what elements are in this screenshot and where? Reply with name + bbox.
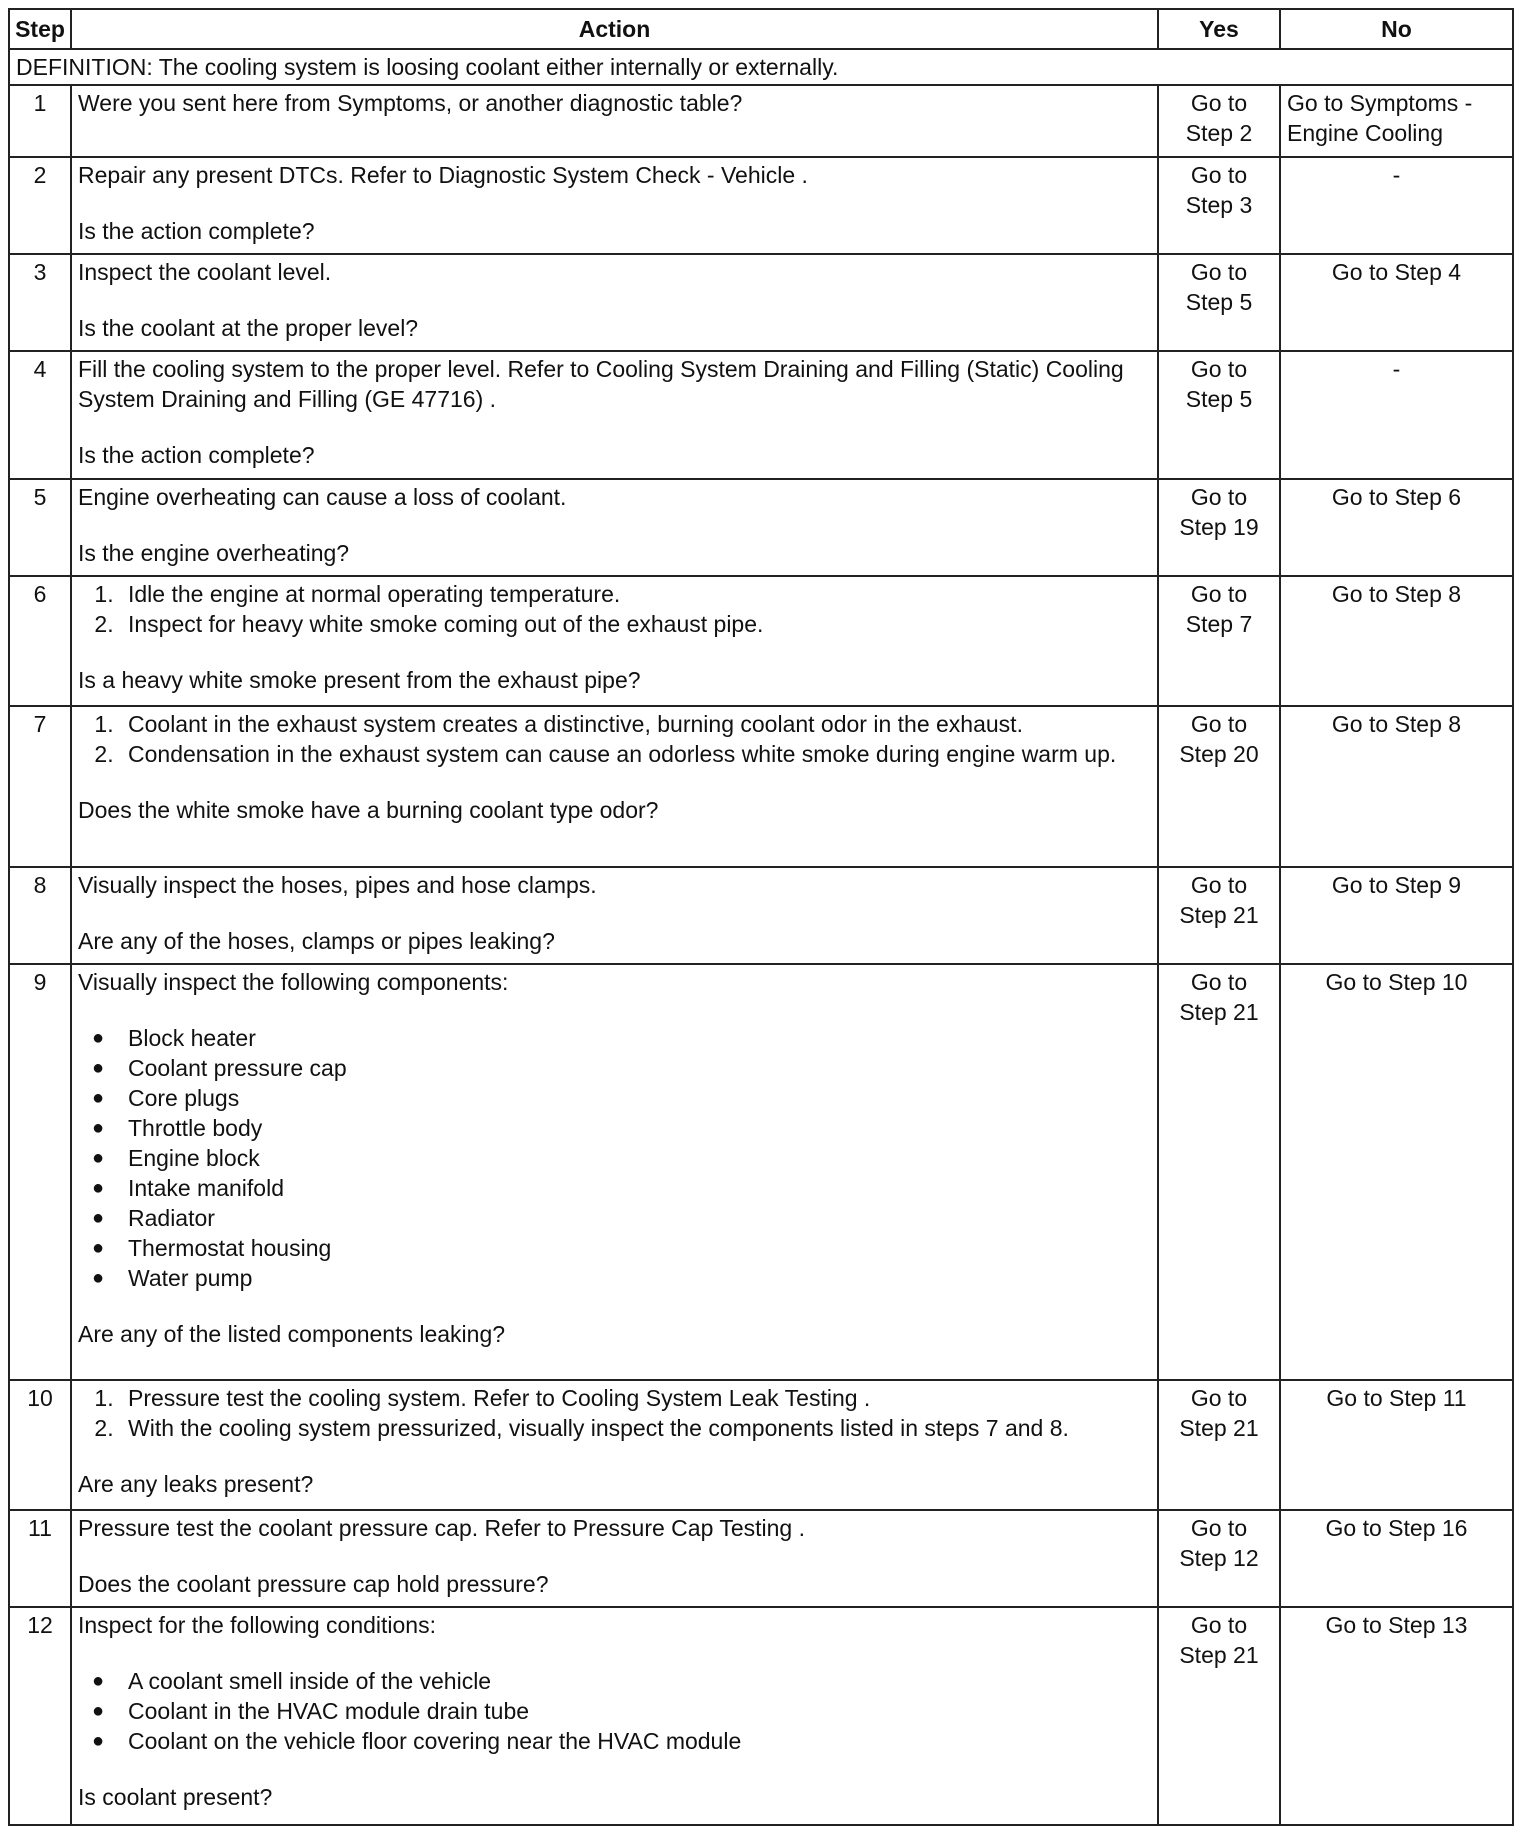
yes-cell: Go to Step 5 <box>1158 351 1280 479</box>
table-row <box>9 867 1513 964</box>
bullet-list-item: ● Block heater <box>126 1023 1151 1053</box>
step-number: 2 <box>9 157 71 254</box>
action-instruction: Repair any present DTCs. Refer to Diagnostic System Check - Vehicle . <box>78 162 808 188</box>
no-cell: - <box>1280 351 1513 479</box>
table-row <box>9 706 1513 867</box>
action-text: Were you sent here from Symptoms, or another diagnostic table? <box>78 90 743 116</box>
step-number: 9 <box>9 964 71 1380</box>
action-question: Does the white smoke have a burning coolant type odor? <box>78 797 659 823</box>
yes-cell: Go to Step 21 <box>1158 964 1280 1380</box>
action-cell <box>71 85 1158 157</box>
action-question: Does the coolant pressure cap hold pressure? <box>78 1571 549 1597</box>
action-cell <box>71 254 1158 351</box>
table-body <box>9 49 1513 1825</box>
diagnostic-table <box>8 8 1514 1826</box>
yes-cell: Go to Step 5 <box>1158 254 1280 351</box>
step-number: 4 <box>9 351 71 479</box>
no-cell: Go to Step 6 <box>1280 479 1513 576</box>
bullet-list-item: ● Coolant pressure cap <box>126 1053 1151 1083</box>
no-cell: Go to Step 9 <box>1280 867 1513 964</box>
action-instruction: Inspect the coolant level. <box>78 259 332 285</box>
table-row <box>9 1607 1513 1825</box>
table-row <box>9 85 1513 157</box>
header-row <box>9 9 1513 49</box>
action-instruction: Fill the cooling system to the proper level. Refer to Cooling System Draining and Filling (Static) Cooling System Draining and Filling (GE 47716) . <box>78 356 1124 412</box>
yes-cell: Go to Step 21 <box>1158 1607 1280 1825</box>
step-number: 12 <box>9 1607 71 1825</box>
step-number: 7 <box>9 706 71 867</box>
action-cell <box>71 867 1158 964</box>
no-cell: - <box>1280 157 1513 254</box>
bullet-list-item: ● Coolant on the vehicle floor covering near the HVAC module <box>126 1726 1151 1756</box>
numbered-list-item: 1. Pressure test the cooling system. Refer to Cooling System Leak Testing . <box>120 1383 1151 1413</box>
numbered-list <box>78 579 1151 639</box>
numbered-list-item: 2. Condensation in the exhaust system can cause an odorless white smoke during engine warm up. <box>120 739 1151 769</box>
no-cell: Go to Step 8 <box>1280 576 1513 706</box>
numbered-list-item: 2. Inspect for heavy white smoke coming out of the exhaust pipe. <box>120 609 1151 639</box>
table-row <box>9 576 1513 706</box>
action-question: Are any of the listed components leaking? <box>78 1321 506 1347</box>
no-cell: Go to Step 10 <box>1280 964 1513 1380</box>
action-instruction: Visually inspect the hoses, pipes and hose clamps. <box>78 872 597 898</box>
definition-text: DEFINITION: The cooling system is loosing coolant either internally or externally. <box>9 49 1513 85</box>
action-cell <box>71 1380 1158 1510</box>
action-cell <box>71 706 1158 867</box>
numbered-list-item: 1. Coolant in the exhaust system creates a distinctive, burning coolant odor in the exhaust. <box>120 709 1151 739</box>
table-header <box>9 9 1513 49</box>
no-cell: Go to Step 4 <box>1280 254 1513 351</box>
step-number: 3 <box>9 254 71 351</box>
action-cell <box>71 351 1158 479</box>
step-number: 5 <box>9 479 71 576</box>
header-no: No <box>1280 9 1513 49</box>
no-cell: Go to Step 11 <box>1280 1380 1513 1510</box>
step-number: 1 <box>9 85 71 157</box>
bullet-list-item: ● Radiator <box>126 1203 1151 1233</box>
table-row <box>9 964 1513 1380</box>
header-yes: Yes <box>1158 9 1280 49</box>
numbered-list-item: 1. Idle the engine at normal operating temperature. <box>120 579 1151 609</box>
table-row <box>9 1510 1513 1607</box>
action-instruction: Engine overheating can cause a loss of coolant. <box>78 484 567 510</box>
action-question: Is the engine overheating? <box>78 540 350 566</box>
yes-cell: Go to Step 19 <box>1158 479 1280 576</box>
bullet-list-item: ● Intake manifold <box>126 1173 1151 1203</box>
step-number: 8 <box>9 867 71 964</box>
action-instruction: Visually inspect the following components: <box>78 969 509 995</box>
no-cell: Go to Step 8 <box>1280 706 1513 867</box>
action-question: Are any of the hoses, clamps or pipes leaking? <box>78 928 555 954</box>
yes-cell: Go to Step 21 <box>1158 867 1280 964</box>
step-number: 11 <box>9 1510 71 1607</box>
action-instruction: Pressure test the coolant pressure cap. Refer to Pressure Cap Testing . <box>78 1515 805 1541</box>
yes-cell: Go to Step 21 <box>1158 1380 1280 1510</box>
no-cell: Go to Step 13 <box>1280 1607 1513 1825</box>
action-question: Is coolant present? <box>78 1784 273 1810</box>
definition-row <box>9 49 1513 85</box>
action-question: Is the coolant at the proper level? <box>78 315 419 341</box>
table-row <box>9 479 1513 576</box>
action-cell <box>71 576 1158 706</box>
header-step: Step <box>9 9 71 49</box>
bullet-list-item: ● Thermostat housing <box>126 1233 1151 1263</box>
bullet-list-item: ● Coolant in the HVAC module drain tube <box>126 1696 1151 1726</box>
table-row <box>9 254 1513 351</box>
step-number: 6 <box>9 576 71 706</box>
bullet-list-item: ● Core plugs <box>126 1083 1151 1113</box>
action-cell <box>71 157 1158 254</box>
action-instruction: Inspect for the following conditions: <box>78 1612 436 1638</box>
action-question: Is the action complete? <box>78 218 315 244</box>
numbered-list-item: 2. With the cooling system pressurized, visually inspect the components listed in steps 7 and 8. <box>120 1413 1151 1443</box>
table-row <box>9 351 1513 479</box>
yes-cell: Go to Step 20 <box>1158 706 1280 867</box>
action-cell <box>71 1510 1158 1607</box>
no-cell: Go to Step 16 <box>1280 1510 1513 1607</box>
yes-cell: Go to Step 3 <box>1158 157 1280 254</box>
yes-cell: Go to Step 7 <box>1158 576 1280 706</box>
bullet-list <box>78 1666 1151 1756</box>
bullet-list-item: ● A coolant smell inside of the vehicle <box>126 1666 1151 1696</box>
action-question: Is a heavy white smoke present from the exhaust pipe? <box>78 667 641 693</box>
bullet-list-item: ● Throttle body <box>126 1113 1151 1143</box>
step-number: 10 <box>9 1380 71 1510</box>
bullet-list-item: ● Engine block <box>126 1143 1151 1173</box>
header-action: Action <box>71 9 1158 49</box>
numbered-list <box>78 709 1151 769</box>
yes-cell: Go to Step 12 <box>1158 1510 1280 1607</box>
numbered-list <box>78 1383 1151 1443</box>
diagnostic-table-container <box>8 8 1514 1826</box>
bullet-list-item: ● Water pump <box>126 1263 1151 1293</box>
table-row <box>9 157 1513 254</box>
bullet-list <box>78 1023 1151 1293</box>
action-question: Is the action complete? <box>78 442 315 468</box>
no-cell: Go to Symptoms - Engine Cooling <box>1280 85 1513 157</box>
action-cell <box>71 964 1158 1380</box>
action-cell <box>71 1607 1158 1825</box>
action-question: Are any leaks present? <box>78 1471 314 1497</box>
table-row <box>9 1380 1513 1510</box>
yes-cell: Go to Step 2 <box>1158 85 1280 157</box>
action-cell <box>71 479 1158 576</box>
